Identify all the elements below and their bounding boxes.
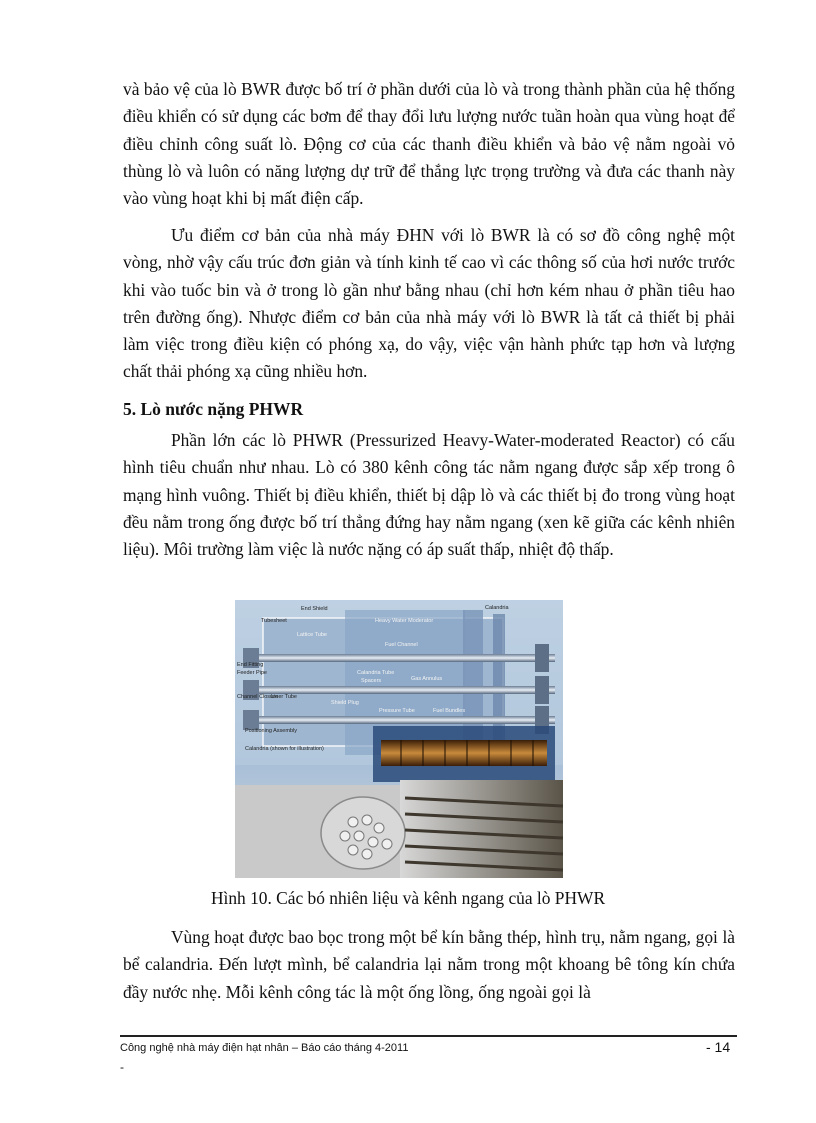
label-calandria-tube: Calandria Tube [357,670,395,676]
paragraph-phwr-config: Phần lớn các lò PHWR (Pressurized Heavy-Water-moderated Reactor) có cấu hình tiêu chuẩn như nhau. Lò có 380 kênh công tác nằm ngang được sắp xếp trong ô mạng hình vuông. Thiết bị điều khiển, thiết bị dập lò và các thiết bị đo trong vùng hoạt đều nằm trong ống được bố trí thẳng đứng hay nằm ngang (xen kẽ giữa các kênh nhiên liệu). Môi trường làm việc là nước nặng có áp suất thấp, nhiệt độ thấp. [123,430,735,560]
label-calandria-footnote: Calandria (shown for illustration) [245,746,324,752]
label-end-shield: End Shield [301,606,328,612]
label-end-fitting: End Fitting [237,662,264,668]
label-fuel-channel: Fuel Channel [385,642,418,648]
label-feeder-pipe: Feeder Pipe [237,670,267,676]
footer-divider [120,1035,737,1037]
label-heavy-water-moderator: Heavy Water Moderator [375,618,434,624]
paragraph-bwr-advantages: Ưu điểm cơ bản của nhà máy ĐHN với lò BWR là có sơ đồ công nghệ một vòng, nhờ vậy cấu trúc đơn giản và tính kinh tế cao vì các thông số của hơi nước trước khi vào tuốc bin và ở trong lò gần như bằng nhau (chỉ hơn kém nhau ở phần tiêu hao trên đường ống). Nhược điểm cơ bản của nhà máy với lò BWR là tất cả thiết bị phải làm việc trong điều kiện có phóng xạ, do vậy, việc vận hành phức tạp hơn và lượng chất thải phóng xạ cũng nhiều hơn. [123,225,735,382]
label-shield-plug: Shield Plug [331,700,359,706]
phwr-diagram-image [235,600,563,878]
label-fuel-bundles: Fuel Bundles [433,708,466,714]
label-liner-tube: Liner Tube [271,694,297,700]
label-channel-closure: Channel Closure [237,694,278,700]
figure-phwr-fuel-channel [235,600,563,878]
label-pressure-tube: Pressure Tube [379,708,415,714]
label-positioning-assembly: Positioning Assembly [245,728,297,734]
footer-dash: - [120,1060,124,1074]
footer-title: Công nghệ nhà máy điện hạt nhân – Báo cáo tháng 4-2011 [120,1042,409,1054]
label-gas-annulus: Gas Annulus [411,676,443,682]
label-calandria: Calandria [485,605,509,611]
figure-caption: Hình 10. Các bó nhiên liệu và kênh ngang của lò PHWR [210,888,606,908]
label-tubesheet: Tubesheet [261,618,287,624]
label-lattice-tube: Lattice Tube [297,632,327,638]
page-number: - 14 [706,1039,731,1055]
paragraph-calandria: Vùng hoạt được bao bọc trong một bể kín bằng thép, hình trụ, nằm ngang, gọi là bể calandria. Đến lượt mình, bể calandria lại nằm trong một khoang bê tông kín chứa đầy nước nhẹ. Mỗi kênh công tác là một ống lồng, ống ngoài gọi là [123,927,735,1002]
label-spacers: Spacers [361,678,382,684]
section-heading-phwr: 5. Lò nước nặng PHWR [123,399,304,419]
paragraph-bwr-control: và bảo vệ của lò BWR được bố trí ở phần dưới của lò và trong thành phần của hệ thống điều khiển có sử dụng các bơm để thay đổi lưu lượng nước tuần hoàn qua vùng hoạt để điều chỉnh công suất lò. Động cơ của các thanh điều khiển và bảo vệ nằm ngoài vỏ thùng lò và luôn có năng lượng dự trữ để thắng lực trọng trường và đưa các thanh này vào vùng hoạt khi bị mất điện cấp. [123,79,735,209]
